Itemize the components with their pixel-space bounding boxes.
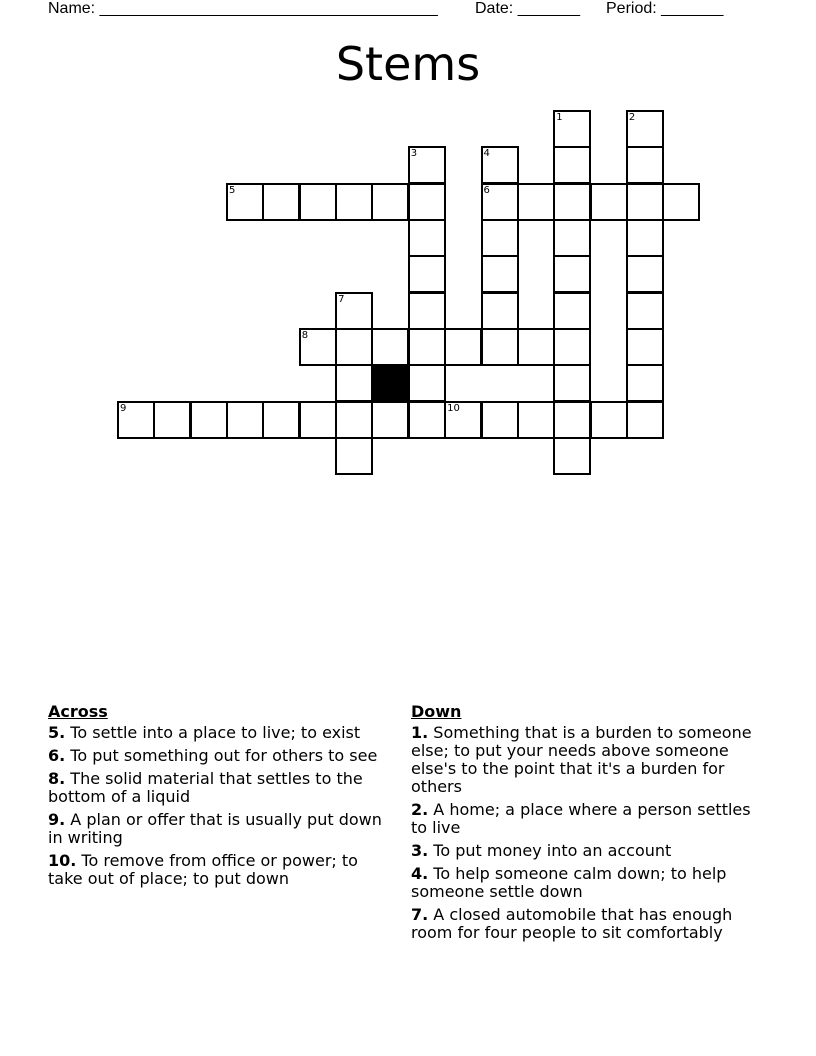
grid-cell[interactable] bbox=[553, 437, 591, 475]
clue-item-text: A closed automobile that has enough room for four people to sit comfortably bbox=[411, 905, 733, 942]
grid-cell[interactable] bbox=[590, 401, 628, 439]
grid-cell[interactable] bbox=[553, 364, 591, 402]
clue-item bbox=[411, 724, 756, 796]
clue-item-number: 3. bbox=[411, 841, 429, 860]
clue-item bbox=[48, 724, 393, 742]
grid-cell[interactable] bbox=[626, 183, 664, 221]
clue-number: 1 bbox=[556, 112, 563, 123]
date-field: Date: _______ bbox=[475, 0, 580, 17]
grid-cell[interactable] bbox=[626, 110, 664, 148]
clue-item-number: 8. bbox=[48, 769, 66, 788]
page-title: Stems bbox=[335, 37, 481, 91]
grid-cell[interactable] bbox=[481, 401, 519, 439]
clue-item bbox=[411, 906, 756, 942]
crossword-grid bbox=[0, 0, 816, 500]
clue-item bbox=[411, 801, 756, 837]
clue-number: 3 bbox=[410, 148, 418, 160]
grid-cell[interactable] bbox=[553, 110, 591, 148]
clue-item-text: A home; a place where a person settles to live bbox=[411, 800, 751, 837]
grid-cell[interactable] bbox=[553, 328, 591, 366]
grid-cell[interactable] bbox=[335, 292, 373, 330]
black-square bbox=[371, 364, 409, 402]
grid-cell[interactable] bbox=[335, 183, 373, 221]
grid-cell[interactable] bbox=[626, 292, 664, 330]
clue-item bbox=[48, 770, 393, 806]
grid-cell[interactable] bbox=[626, 255, 664, 293]
grid-cell[interactable] bbox=[517, 183, 555, 221]
clue-item-number: 5. bbox=[48, 723, 66, 742]
clue-number: 8 bbox=[301, 330, 309, 342]
grid-cell[interactable] bbox=[408, 146, 446, 184]
grid-cell[interactable] bbox=[371, 328, 409, 366]
clue-number: 6 bbox=[483, 184, 490, 196]
grid-cell[interactable] bbox=[481, 183, 519, 221]
grid-cell[interactable] bbox=[626, 328, 664, 366]
grid-cell[interactable] bbox=[226, 183, 264, 221]
clue-item-text: A plan or offer that is usually put down in writing bbox=[48, 810, 382, 847]
grid-cell[interactable] bbox=[553, 401, 591, 439]
grid-cell[interactable] bbox=[626, 401, 664, 439]
grid-cell[interactable] bbox=[553, 183, 591, 221]
grid-cell[interactable] bbox=[408, 401, 446, 439]
grid-cell[interactable] bbox=[262, 183, 300, 221]
clue-number: 10 bbox=[447, 402, 460, 414]
grid-cell[interactable] bbox=[626, 219, 664, 257]
grid-cell[interactable] bbox=[590, 183, 628, 221]
grid-cell[interactable] bbox=[553, 219, 591, 257]
clue-item-number: 2. bbox=[411, 800, 429, 819]
grid-cell[interactable] bbox=[371, 183, 409, 221]
grid-cell[interactable] bbox=[335, 437, 373, 475]
grid-cell[interactable] bbox=[408, 328, 446, 366]
clue-item-text: To settle into a place to live; to exist bbox=[65, 723, 361, 742]
grid-cell[interactable] bbox=[553, 255, 591, 293]
grid-cell[interactable] bbox=[408, 183, 446, 221]
grid-cell[interactable] bbox=[299, 183, 337, 221]
clue-item-number: 10. bbox=[48, 851, 77, 870]
clue-item-text: To put money into an account bbox=[428, 841, 672, 860]
grid-cell[interactable] bbox=[262, 401, 300, 439]
clue-item-text: The solid material that settles to the bottom of a liquid bbox=[48, 769, 363, 806]
grid-cell[interactable] bbox=[117, 401, 155, 439]
clue-item-number: 9. bbox=[48, 810, 66, 829]
grid-cell[interactable] bbox=[371, 401, 409, 439]
grid-cell[interactable] bbox=[335, 328, 373, 366]
grid-cell[interactable] bbox=[335, 364, 373, 402]
clue-item-number: 4. bbox=[411, 864, 429, 883]
clue-item-text: To help someone calm down; to help someone settle down bbox=[411, 864, 727, 901]
grid-cell[interactable] bbox=[299, 401, 337, 439]
clue-number: 4 bbox=[483, 148, 490, 160]
grid-cell[interactable] bbox=[299, 328, 337, 366]
grid-cell[interactable] bbox=[190, 401, 228, 439]
clue-item-number: 1. bbox=[411, 723, 429, 742]
clue-item bbox=[411, 865, 756, 901]
clue-item bbox=[411, 842, 756, 860]
grid-cell[interactable] bbox=[481, 219, 519, 257]
grid-cell[interactable] bbox=[626, 146, 664, 184]
name-field: Name: ______________________________________ bbox=[48, 0, 438, 17]
clue-item bbox=[48, 747, 393, 765]
grid-cell[interactable] bbox=[481, 292, 519, 330]
clue-item-text: To put something out for others to see bbox=[65, 746, 378, 765]
grid-cell[interactable] bbox=[481, 328, 519, 366]
grid-cell[interactable] bbox=[517, 401, 555, 439]
grid-cell[interactable] bbox=[335, 401, 373, 439]
grid-cell[interactable] bbox=[626, 364, 664, 402]
grid-cell[interactable] bbox=[553, 292, 591, 330]
clue-number: 5 bbox=[229, 184, 236, 196]
clue-item-text: To remove from office or power; to take out of place; to put down bbox=[48, 851, 358, 888]
clue-item-number: 6. bbox=[48, 746, 66, 765]
clue-item-number: 7. bbox=[411, 905, 429, 924]
clue-item bbox=[48, 811, 393, 847]
grid-cell[interactable] bbox=[444, 328, 482, 366]
clue-number: 7 bbox=[338, 293, 345, 305]
grid-cell[interactable] bbox=[153, 401, 191, 439]
grid-cell[interactable] bbox=[444, 401, 482, 439]
grid-cell[interactable] bbox=[408, 292, 446, 330]
grid-cell[interactable] bbox=[481, 255, 519, 293]
across-clues bbox=[48, 702, 393, 893]
grid-cell[interactable] bbox=[662, 183, 700, 221]
across-heading: Across bbox=[48, 702, 108, 721]
period-field: Period: _______ bbox=[606, 0, 724, 17]
down-heading: Down bbox=[411, 702, 462, 721]
grid-cell[interactable] bbox=[408, 255, 446, 293]
clue-number: 2 bbox=[628, 112, 636, 123]
grid-cell[interactable] bbox=[553, 146, 591, 184]
grid-cell[interactable] bbox=[517, 328, 555, 366]
down-clues bbox=[411, 702, 756, 947]
grid-cell[interactable] bbox=[226, 401, 264, 439]
clue-number: 9 bbox=[120, 402, 127, 414]
grid-cell[interactable] bbox=[481, 146, 519, 184]
clue-item-text: Something that is a burden to someone else; to put your needs above someone else's to the point that it's a burden for others bbox=[411, 723, 752, 796]
grid-cell[interactable] bbox=[408, 364, 446, 402]
clue-item bbox=[48, 852, 393, 888]
grid-cell[interactable] bbox=[408, 219, 446, 257]
